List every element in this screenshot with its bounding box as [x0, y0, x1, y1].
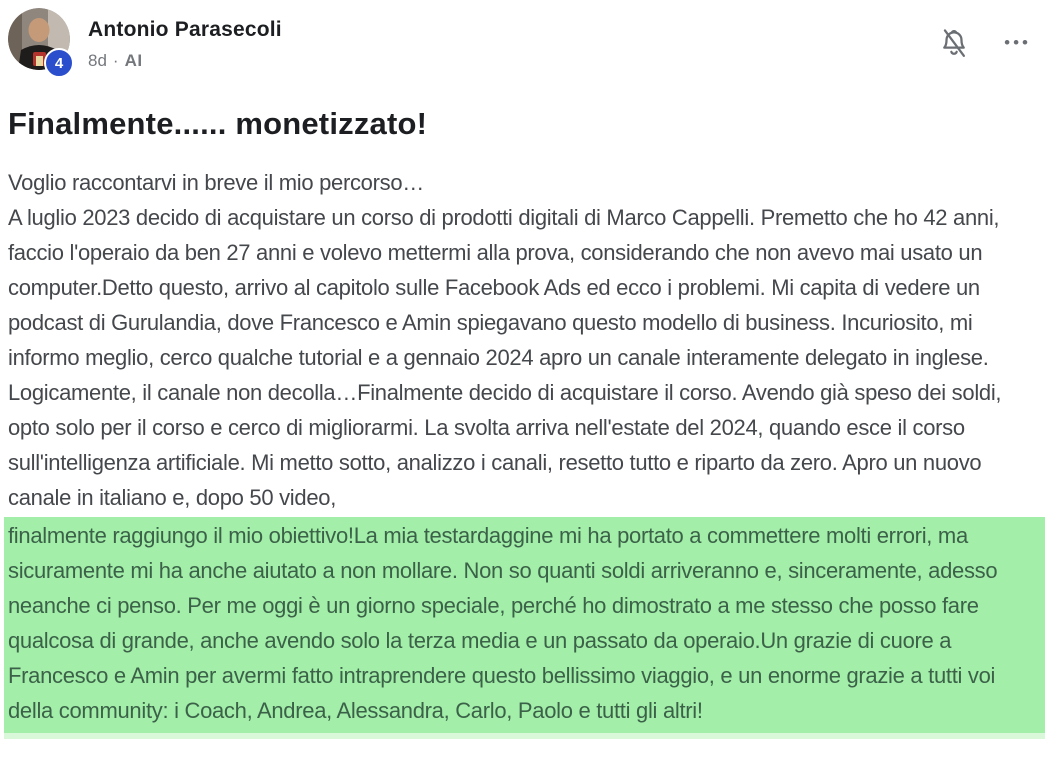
post-body: [8, 165, 1045, 739]
post-timestamp[interactable]: 8d: [88, 51, 107, 70]
post-title: Finalmente...... monetizzato!: [8, 106, 428, 141]
avatar[interactable]: [8, 8, 70, 78]
more-options-icon[interactable]: •••: [1004, 33, 1031, 52]
author-block: [88, 8, 282, 71]
post-header: [8, 8, 1045, 86]
post-meta: [88, 51, 282, 71]
body-intro: Voglio raccontarvi in breve il mio percorso…: [8, 170, 424, 195]
badge-count: 4: [54, 54, 64, 72]
meta-separator: ·: [112, 51, 119, 70]
highlighted-text-block: finalmente raggiungo il mio obiettivo!La mia testardaggine mi ha portato a commettere molti errori, ma sicuramente mi ha anche aiutato a non mollare. Non so quanti soldi arriveranno e, sinceramente, adesso neanche ci penso. Per me oggi è un giorno speciale, perché ho dimostrato a me stesso che posso fare qualcosa di grande, anche avendo solo la terza media e un passato da operaio.Un grazie di cuore a Francesco e Amin per avermi fatto intraprendere questo bellissimo viaggio, e un enorme grazie a tutti voi della community: i Coach, Andrea, Alessandra, Carlo, Paolo e tutti gli altri!: [4, 517, 1045, 739]
ai-label: AI: [124, 51, 143, 70]
author-name[interactable]: Antonio Parasecoli: [88, 18, 282, 41]
header-actions: [938, 8, 1045, 60]
muted-bell-icon[interactable]: [938, 26, 970, 60]
body-main: A luglio 2023 decido di acquistare un corso di prodotti digitali di Marco Cappelli. Premetto che ho 42 anni, faccio l'operaio da ben 27 anni e volevo mettermi alla prova, considerando che non avevo mai usato un computer.Detto questo, arrivo al capitolo sulle Facebook Ads ed ecco i problemi. Mi capita di vedere un podcast di Gurulandia, dove Francesco e Amin spiegavano questo modello di business. Incuriosito, mi informo meglio, cerco qualche tutorial e a gennaio 2024 apro un canale interamente delegato in inglese. Logicamente, il canale non decolla…Finalmente decido di acquistare il corso. Avendo già speso dei soldi, opto solo per il corso e cerco di migliorarmi. La svolta arriva nell'estate del 2024, quando esce il corso sull'intelligenza artificiale. Mi metto sotto, analizzo i canali, resetto tutto e riparto da zero. Apro un nuovo canale in italiano e, dopo 50 video,: [8, 205, 1002, 510]
avatar-count-badge[interactable]: [44, 48, 74, 78]
